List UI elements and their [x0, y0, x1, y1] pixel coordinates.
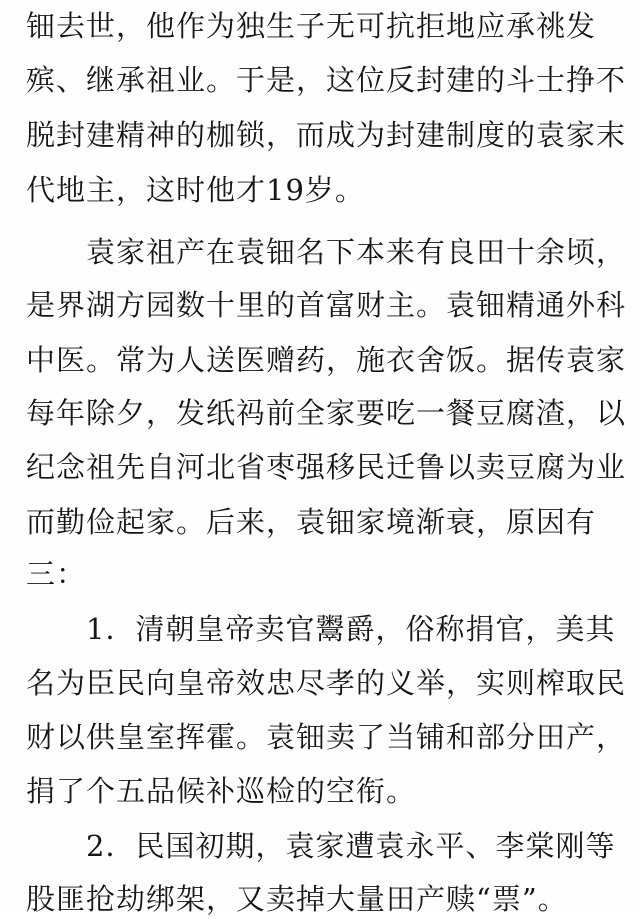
list-item-2: 2．民国初期，袁家遭袁永平、李棠刚等 [86, 829, 616, 863]
text-line: 代地主，这时他才19岁。 [26, 173, 365, 207]
text-line: 纪念祖先自河北省枣强移民迁鲁以卖豆腐为业 [26, 450, 627, 484]
text-line: 脱封建精神的枷锁，而成为封建制度的袁家末 [26, 118, 627, 152]
text-line: 每年除夕，发纸祃前全家要吃一餐豆腐渣，以 [26, 396, 627, 430]
text-line: 是界湖方园数十里的首富财主。袁钿精通外科 [26, 288, 627, 322]
text-line: 中医。常为人送医赠药，施衣舍饭。据传袁家 [26, 343, 627, 377]
text-line: 钿去世，他作为独生子无可抗拒地应承祧发 [26, 9, 597, 43]
text-line: 殡、继承祖业。于是，这位反封建的斗士挣不 [26, 63, 627, 97]
text-line: 财以供皇室挥霍。袁钿卖了当铺和部分田产， [26, 720, 627, 754]
text-line: 股匪抢劫绑架，又卖掉大量田产赎“票”。 [26, 882, 568, 916]
text-line: 三： [26, 557, 87, 591]
text-line: 而勤俭起家。后来，袁钿家境渐衰，原因有 [26, 505, 597, 539]
list-item-1: 1．清朝皇帝卖官鬻爵，俗称捐官，美其 [86, 612, 616, 646]
text-line: 捐了个五品候补巡检的空衔。 [26, 774, 417, 808]
paragraph-first-line: 袁家祖产在袁钿名下本来有良田十余顷， [86, 235, 627, 269]
text-line: 名为臣民向皇帝效忠尽孝的义举，实则榨取民 [26, 666, 627, 700]
